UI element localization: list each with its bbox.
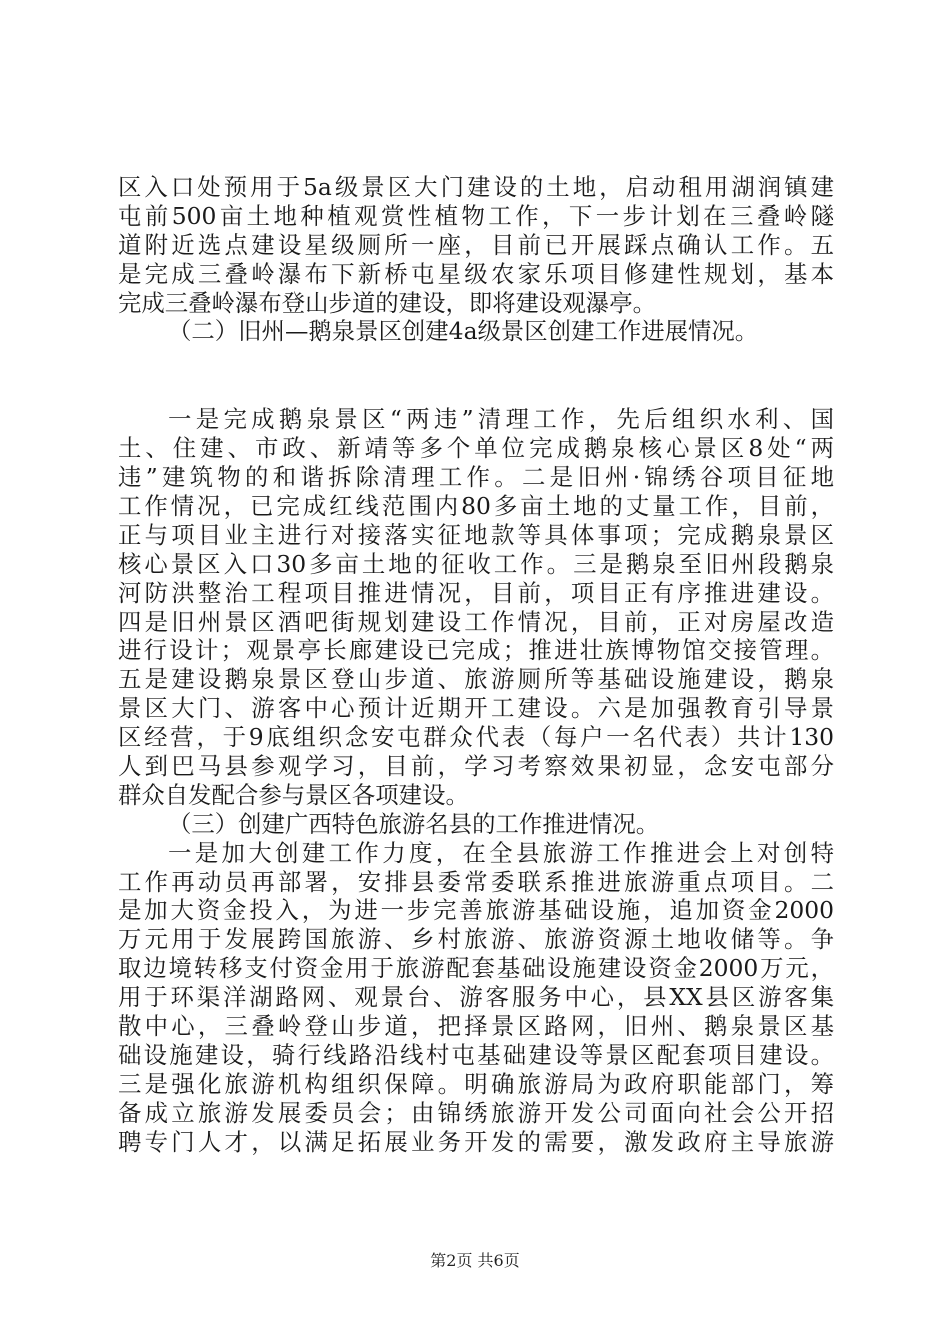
- text-line: 区经营，于9底组织念安屯群众代表（每户一名代表）共计130: [118, 723, 834, 752]
- text-line: 正与项目业主进行对接落实征地款等具体事项；完成鹅泉景区: [118, 520, 834, 549]
- text-line: 核心景区入口30多亩土地的征收工作。三是鹅泉至旧州段鹅泉: [118, 549, 834, 578]
- document-body: [118, 173, 834, 1157]
- text-line: 聘专门人才，以满足拓展业务开发的需要，激发政府主导旅游: [118, 1127, 834, 1156]
- text-line: 取边境转移支付资金用于旅游配套基础设施建设资金2000万元，: [118, 954, 834, 983]
- section-heading-2: （二）旧州—鹅泉景区创建4a级景区创建工作进展情况。: [168, 317, 759, 346]
- text-line: 四是旧州景区酒吧街规划建设工作情况，目前，正对房屋改造: [118, 607, 834, 636]
- text-line: 土、住建、市政、新靖等多个单位完成鹅泉核心景区8处“两: [118, 434, 834, 463]
- paragraph-spacer: [118, 346, 834, 405]
- text-line: 五是建设鹅泉景区登山步道、旅游厕所等基础设施建设，鹅泉: [118, 665, 834, 694]
- text-line: 础设施建设，骑行线路沿线村屯基础建设等景区配套项目建设。: [118, 1040, 834, 1069]
- text-line: 道附近选点建设星级厕所一座，目前已开展踩点确认工作。五: [118, 230, 834, 259]
- section-heading-3: （三）创建广西特色旅游名县的工作推进情况。: [168, 809, 660, 838]
- text-line: 进行设计；观景亭长廊建设已完成；推进壮族博物馆交接管理。: [118, 636, 834, 665]
- page-number-footer: 第2页 共6页: [430, 1251, 520, 1270]
- text-line: 群众自发配合参与景区各项建设。: [118, 780, 469, 809]
- text-line: 工作再动员再部署，安排县委常委联系推进旅游重点项目。二: [118, 867, 834, 896]
- text-line: 三是强化旅游机构组织保障。明确旅游局为政府职能部门，筹: [118, 1069, 834, 1098]
- text-line: 河防洪整治工程项目推进情况，目前，项目正有序推进建设。: [118, 578, 834, 607]
- paragraph-5: [118, 839, 834, 1157]
- text-line: 散中心，三叠岭登山步道，把择景区路网，旧州、鹅泉景区基: [118, 1012, 834, 1041]
- text-line: 是加大资金投入，为进一步完善旅游基础设施，追加资金2000: [118, 896, 834, 925]
- text-line: 人到巴马县参观学习，目前，学习考察效果初显，念安屯部分: [118, 752, 834, 781]
- text-line: 景区大门、游客中心预计近期开工建设。六是加强教育引导景: [118, 694, 834, 723]
- text-line: 备成立旅游发展委员会；由锦绣旅游开发公司面向社会公开招: [118, 1098, 834, 1127]
- text-line: 违”建筑物的和谐拆除清理工作。二是旧州·锦绣谷项目征地: [118, 463, 834, 492]
- text-line: 万元用于发展跨国旅游、乡村旅游、旅游资源土地收储等。争: [118, 925, 834, 954]
- text-line: 工作情况，已完成红线范围内80多亩土地的丈量工作，目前，: [118, 492, 834, 521]
- text-line: 屯前500亩土地种植观赏性植物工作，下一步计划在三叠岭隧: [118, 201, 834, 230]
- paragraph-1: [118, 173, 834, 317]
- text-line: 是完成三叠岭瀑布下新桥屯星级农家乐项目修建性规划，基本: [118, 259, 834, 288]
- text-line: 区入口处预用于5a级景区大门建设的土地，启动租用湖润镇建: [118, 173, 834, 201]
- text-line: 一是完成鹅泉景区“两违”清理工作，先后组织水利、国: [168, 405, 834, 434]
- paragraph-3: [118, 405, 834, 809]
- text-line: 完成三叠岭瀑布登山步道的建设，即将建设观瀑亭。: [118, 288, 656, 317]
- text-line: 一是加大创建工作力度，在全县旅游工作推进会上对创特: [168, 838, 834, 867]
- text-line: 用于环渠洋湖路网、观景台、游客服务中心，县XX县区游客集: [118, 983, 834, 1012]
